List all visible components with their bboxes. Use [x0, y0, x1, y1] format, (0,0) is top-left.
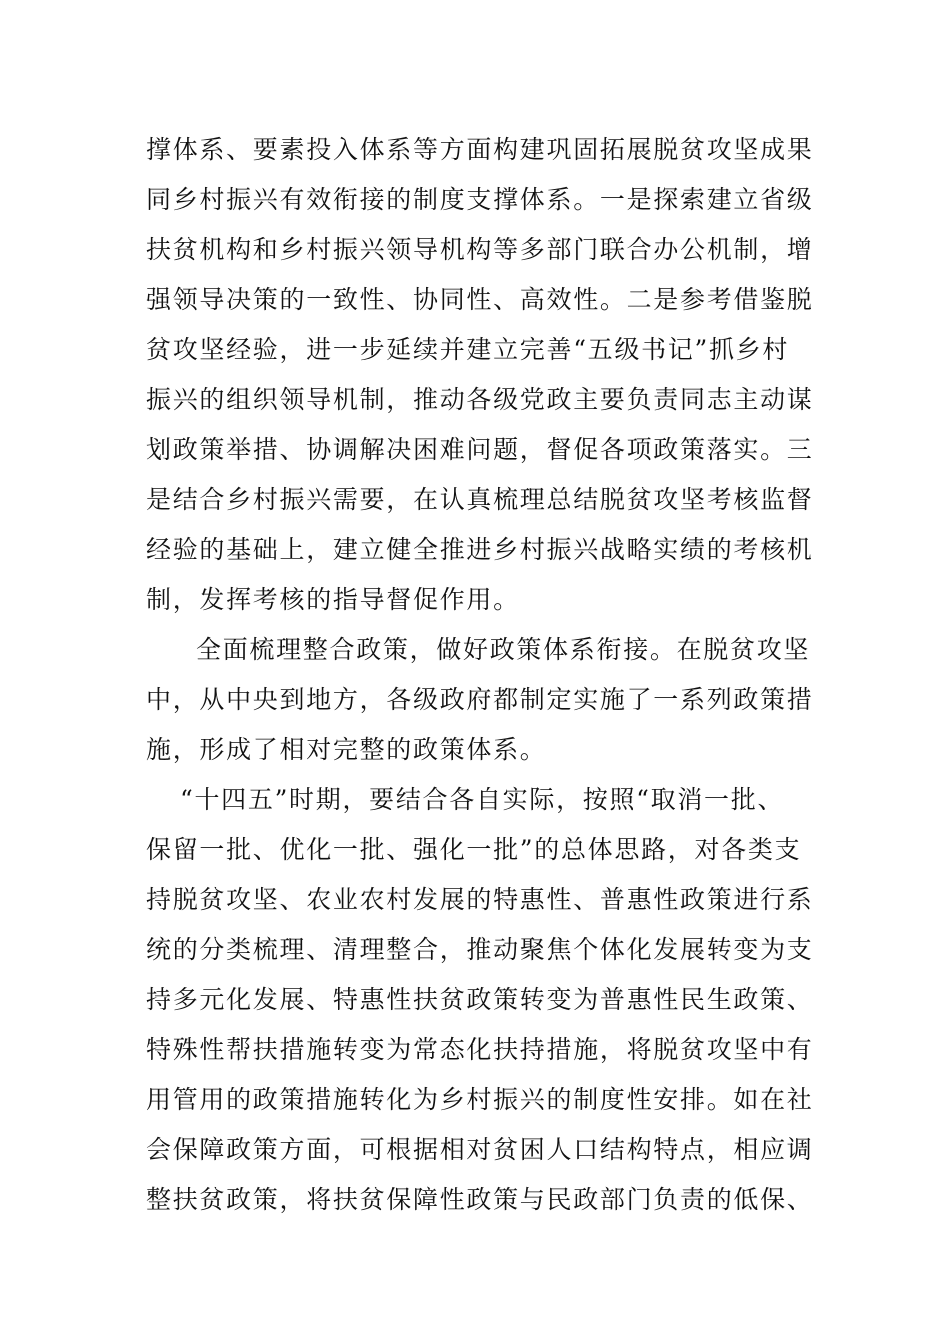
text-line: 制，发挥考核的指导督促作用。: [146, 585, 520, 614]
text-line: 经验的基础上，建立健全推进乡村振兴战略实绩的考核机: [146, 535, 814, 564]
text-line: 强领导决策的一致性、协同性、高效性。二是参考借鉴脱: [146, 285, 814, 314]
text-line: 贫攻坚经验，进一步延续并建立完善“五级书记”抓乡村: [146, 335, 790, 364]
text-line: 用管用的政策措施转化为乡村振兴的制度性安排。如在社: [146, 1085, 814, 1114]
text-line: 中，从中央到地方，各级政府都制定实施了一系列政策措: [146, 685, 814, 714]
text-line: 特殊性帮扶措施转变为常态化扶持措施，将脱贫攻坚中有: [146, 1035, 814, 1064]
text-line: 持多元化发展、特惠性扶贫政策转变为普惠性民生政策、: [146, 985, 814, 1014]
text-line: 划政策举措、协调解决困难问题，督促各项政策落实。三: [146, 435, 814, 464]
text-line: 同乡村振兴有效衔接的制度支撑体系。一是探索建立省级: [146, 185, 814, 214]
text-line: 是结合乡村振兴需要，在认真梳理总结脱贫攻坚考核监督: [146, 485, 814, 514]
text-line: 撑体系、要素投入体系等方面构建巩固拓展脱贫攻坚成果: [146, 135, 814, 164]
text-line: 振兴的组织领导机制，推动各级党政主要负责同志主动谋: [146, 385, 814, 414]
paragraph-lead-line: “十四五”时期，要结合各自实际，按照“取消一批、: [180, 785, 785, 814]
text-line: 扶贫机构和乡村振兴领导机构等多部门联合办公机制，增: [146, 235, 814, 264]
text-line: 统的分类梳理、清理整合，推动聚焦个体化发展转变为支: [146, 935, 814, 964]
text-line: 施，形成了相对完整的政策体系。: [146, 735, 547, 764]
text-line: 持脱贫攻坚、农业农村发展的特惠性、普惠性政策进行系: [146, 885, 814, 914]
text-line: 会保障政策方面，可根据相对贫困人口结构特点，相应调: [146, 1135, 814, 1164]
text-line: 保留一批、优化一批、强化一批”的总体思路，对各类支: [146, 835, 802, 864]
paragraph-lead-line: 全面梳理整合政策，做好政策体系衔接。在脱贫攻坚: [196, 635, 811, 664]
text-line: 整扶贫政策，将扶贫保障性政策与民政部门负责的低保、: [146, 1185, 814, 1214]
